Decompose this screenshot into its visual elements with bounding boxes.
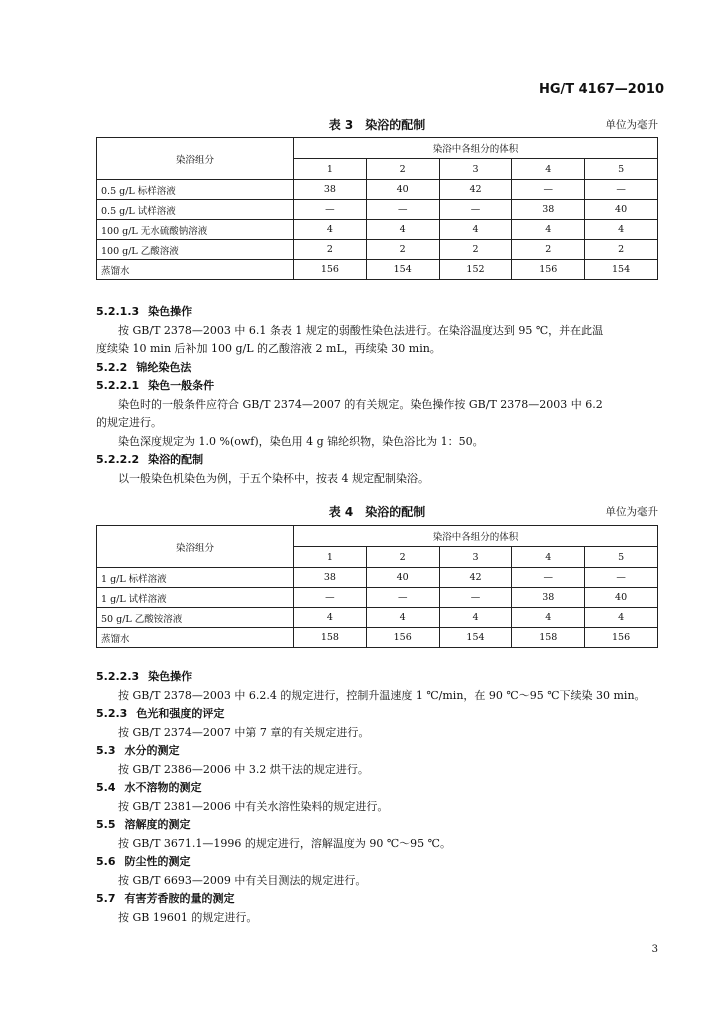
table-row <box>97 260 658 280</box>
section-heading <box>96 359 666 378</box>
section-heading <box>96 303 666 322</box>
text-block-upper <box>96 303 666 488</box>
section-title: 色光和强度的评定 <box>136 707 225 720</box>
section-number: 5.3 <box>96 744 116 757</box>
table-cell: — <box>366 588 439 608</box>
table-cell: 40 <box>366 568 439 588</box>
table3-caption <box>96 116 658 134</box>
table-cell: 4 <box>512 220 585 240</box>
table-cell: 4 <box>439 608 512 628</box>
table-row <box>97 200 658 220</box>
table-cell: — <box>439 200 512 220</box>
table-cell: 4 <box>366 608 439 628</box>
row-label: 蒸馏水 <box>97 260 294 280</box>
row-label: 100 g/L 无水硫酸钠溶液 <box>97 220 294 240</box>
paragraph-line: 度续染 10 min 后补加 100 g/L 的乙酸溶液 2 mL，再续染 30 min。 <box>96 342 441 355</box>
section-heading <box>96 779 666 798</box>
table-row <box>97 628 658 648</box>
section-heading <box>96 890 666 909</box>
table-cell: 2 <box>585 240 658 260</box>
table-cell: 158 <box>294 628 367 648</box>
standard-code: HG/T 4167—2010 <box>538 82 664 97</box>
section-heading <box>96 451 666 470</box>
table4-col-header: 2 <box>366 547 439 568</box>
table-cell: 42 <box>439 180 512 200</box>
table3-volume-header: 染浴中各组分的体积 <box>294 138 658 159</box>
table-row <box>97 180 658 200</box>
table-cell: 2 <box>512 240 585 260</box>
table-cell: 40 <box>366 180 439 200</box>
table3-col-header: 3 <box>439 159 512 180</box>
table-cell: 4 <box>294 220 367 240</box>
section-number: 5.7 <box>96 892 116 905</box>
table-cell: — <box>439 588 512 608</box>
table-row <box>97 588 658 608</box>
section-number: 5.2.2 <box>96 360 128 374</box>
row-label: 蒸馏水 <box>97 628 294 648</box>
table3-title: 表 3 染浴的配制 <box>328 118 426 132</box>
paragraph-line: 按 GB/T 3671.1—1996 的规定进行，溶解温度为 90 ℃～95 ℃。 <box>118 836 451 850</box>
table4-col-header: 4 <box>512 547 585 568</box>
table-cell: 4 <box>585 608 658 628</box>
table-cell: — <box>512 180 585 200</box>
table-cell: 154 <box>585 260 658 280</box>
text-block-lower <box>96 668 666 927</box>
section-title: 水不溶物的测定 <box>124 781 202 794</box>
table-cell: 154 <box>366 260 439 280</box>
table-cell: 38 <box>512 200 585 220</box>
section-number: 5.6 <box>96 855 116 868</box>
section-number: 5.2.1.3 <box>96 305 140 318</box>
table4-caption <box>96 503 658 521</box>
paragraph-line: 按 GB/T 2381—2006 中有关水溶性染料的规定进行。 <box>118 799 389 813</box>
table-cell: 156 <box>585 628 658 648</box>
paragraph-line: 按 GB/T 2386—2006 中 3.2 烘干法的规定进行。 <box>118 762 369 776</box>
table4-unit: 单位为毫升 <box>605 506 658 518</box>
section-heading <box>96 705 666 724</box>
table-row <box>97 220 658 240</box>
table-cell: — <box>512 568 585 588</box>
table-cell: 2 <box>439 240 512 260</box>
table3-unit: 单位为毫升 <box>605 119 658 131</box>
section-number: 5.2.2.1 <box>96 379 140 392</box>
table-cell: 38 <box>294 568 367 588</box>
paragraph-line: 按 GB/T 6693—2009 中有关目测法的规定进行。 <box>118 873 367 887</box>
section-title: 染色操作 <box>148 305 193 318</box>
table-cell: 4 <box>439 220 512 240</box>
table3 <box>96 137 658 280</box>
paragraph-line: 按 GB/T 2378—2003 中 6.1 条表 1 规定的弱酸性染色法进行。在染浴温度达到 95 ℃，并在此温 <box>118 323 604 337</box>
table-cell: 40 <box>585 588 658 608</box>
section-heading <box>96 853 666 872</box>
section-number: 5.5 <box>96 818 116 831</box>
table-cell: 38 <box>512 588 585 608</box>
section-heading <box>96 742 666 761</box>
section-number: 5.4 <box>96 781 116 794</box>
paragraph-line: 按 GB/T 2374—2007 中第 7 章的有关规定进行。 <box>118 725 370 739</box>
table4-volume-header: 染浴中各组分的体积 <box>294 526 658 547</box>
table-cell: 154 <box>439 628 512 648</box>
table4 <box>96 525 658 648</box>
paragraph-line: 染色时的一般条件应符合 GB/T 2374—2007 的有关规定。染色操作按 GB/T 2378—2003 中 6.2 <box>118 397 603 411</box>
table-cell: 4 <box>366 220 439 240</box>
table-row <box>97 240 658 260</box>
table-cell: — <box>294 200 367 220</box>
paragraph-line: 的规定进行。 <box>96 416 162 429</box>
table3-col-header: 5 <box>585 159 658 180</box>
row-label: 1 g/L 标样溶液 <box>97 568 294 588</box>
row-label: 1 g/L 试样溶液 <box>97 588 294 608</box>
section-number: 5.2.2.2 <box>96 453 140 466</box>
table-cell: 156 <box>512 260 585 280</box>
paragraph-line: 以一般染色机染色为例，于五个染杯中，按表 4 规定配制染浴。 <box>118 471 429 485</box>
table-cell: — <box>585 180 658 200</box>
table4-col-header: 5 <box>585 547 658 568</box>
table4-col-header: 1 <box>294 547 367 568</box>
table-cell: 2 <box>294 240 367 260</box>
table-row <box>97 608 658 628</box>
table-cell: 4 <box>512 608 585 628</box>
table-cell: 152 <box>439 260 512 280</box>
table-cell: 158 <box>512 628 585 648</box>
table3-col-header: 2 <box>366 159 439 180</box>
section-number: 5.2.2.3 <box>96 670 140 683</box>
section-title: 染色操作 <box>148 670 193 683</box>
table3-group-header: 染浴组分 <box>97 138 294 180</box>
section-heading <box>96 377 666 396</box>
table-cell: — <box>294 588 367 608</box>
row-label: 0.5 g/L 试样溶液 <box>97 200 294 220</box>
paragraph-line: 染色深度规定为 1.0 %(owf)，染色用 4 g 锦纶织物，染色浴比为 1：50。 <box>118 434 484 448</box>
paragraph-line: 按 GB 19601 的规定进行。 <box>118 910 258 924</box>
row-label: 100 g/L 乙酸溶液 <box>97 240 294 260</box>
table4-group-header: 染浴组分 <box>97 526 294 568</box>
section-title: 水分的测定 <box>124 744 180 757</box>
table4-title: 表 4 染浴的配制 <box>328 505 426 519</box>
table4-col-header: 3 <box>439 547 512 568</box>
row-label: 50 g/L 乙酸铵溶液 <box>97 608 294 628</box>
section-title: 染浴的配制 <box>148 453 204 466</box>
section-title: 溶解度的测定 <box>124 818 191 831</box>
table-row <box>97 568 658 588</box>
section-heading <box>96 816 666 835</box>
section-number: 5.2.3 <box>96 707 128 720</box>
section-title: 有害芳香胺的量的测定 <box>124 892 235 905</box>
table-cell: 156 <box>294 260 367 280</box>
table-cell: 4 <box>585 220 658 240</box>
table-cell: — <box>366 200 439 220</box>
section-title: 染色一般条件 <box>148 379 215 392</box>
table3-col-header: 1 <box>294 159 367 180</box>
row-label: 0.5 g/L 标样溶液 <box>97 180 294 200</box>
table-cell: 156 <box>366 628 439 648</box>
table-cell: 4 <box>294 608 367 628</box>
table3-col-header: 4 <box>512 159 585 180</box>
table-cell: 2 <box>366 240 439 260</box>
table-cell: — <box>585 568 658 588</box>
section-title: 锦纶染色法 <box>136 360 192 374</box>
section-heading <box>96 668 666 687</box>
section-title: 防尘性的测定 <box>124 855 191 868</box>
page-number: 3 <box>651 944 658 955</box>
table-cell: 40 <box>585 200 658 220</box>
paragraph-line: 按 GB/T 2378—2003 中 6.2.4 的规定进行，控制升温速度 1 ℃/min，在 90 ℃～95 ℃下续染 30 min。 <box>118 688 646 702</box>
table-cell: 42 <box>439 568 512 588</box>
table-cell: 38 <box>294 180 367 200</box>
